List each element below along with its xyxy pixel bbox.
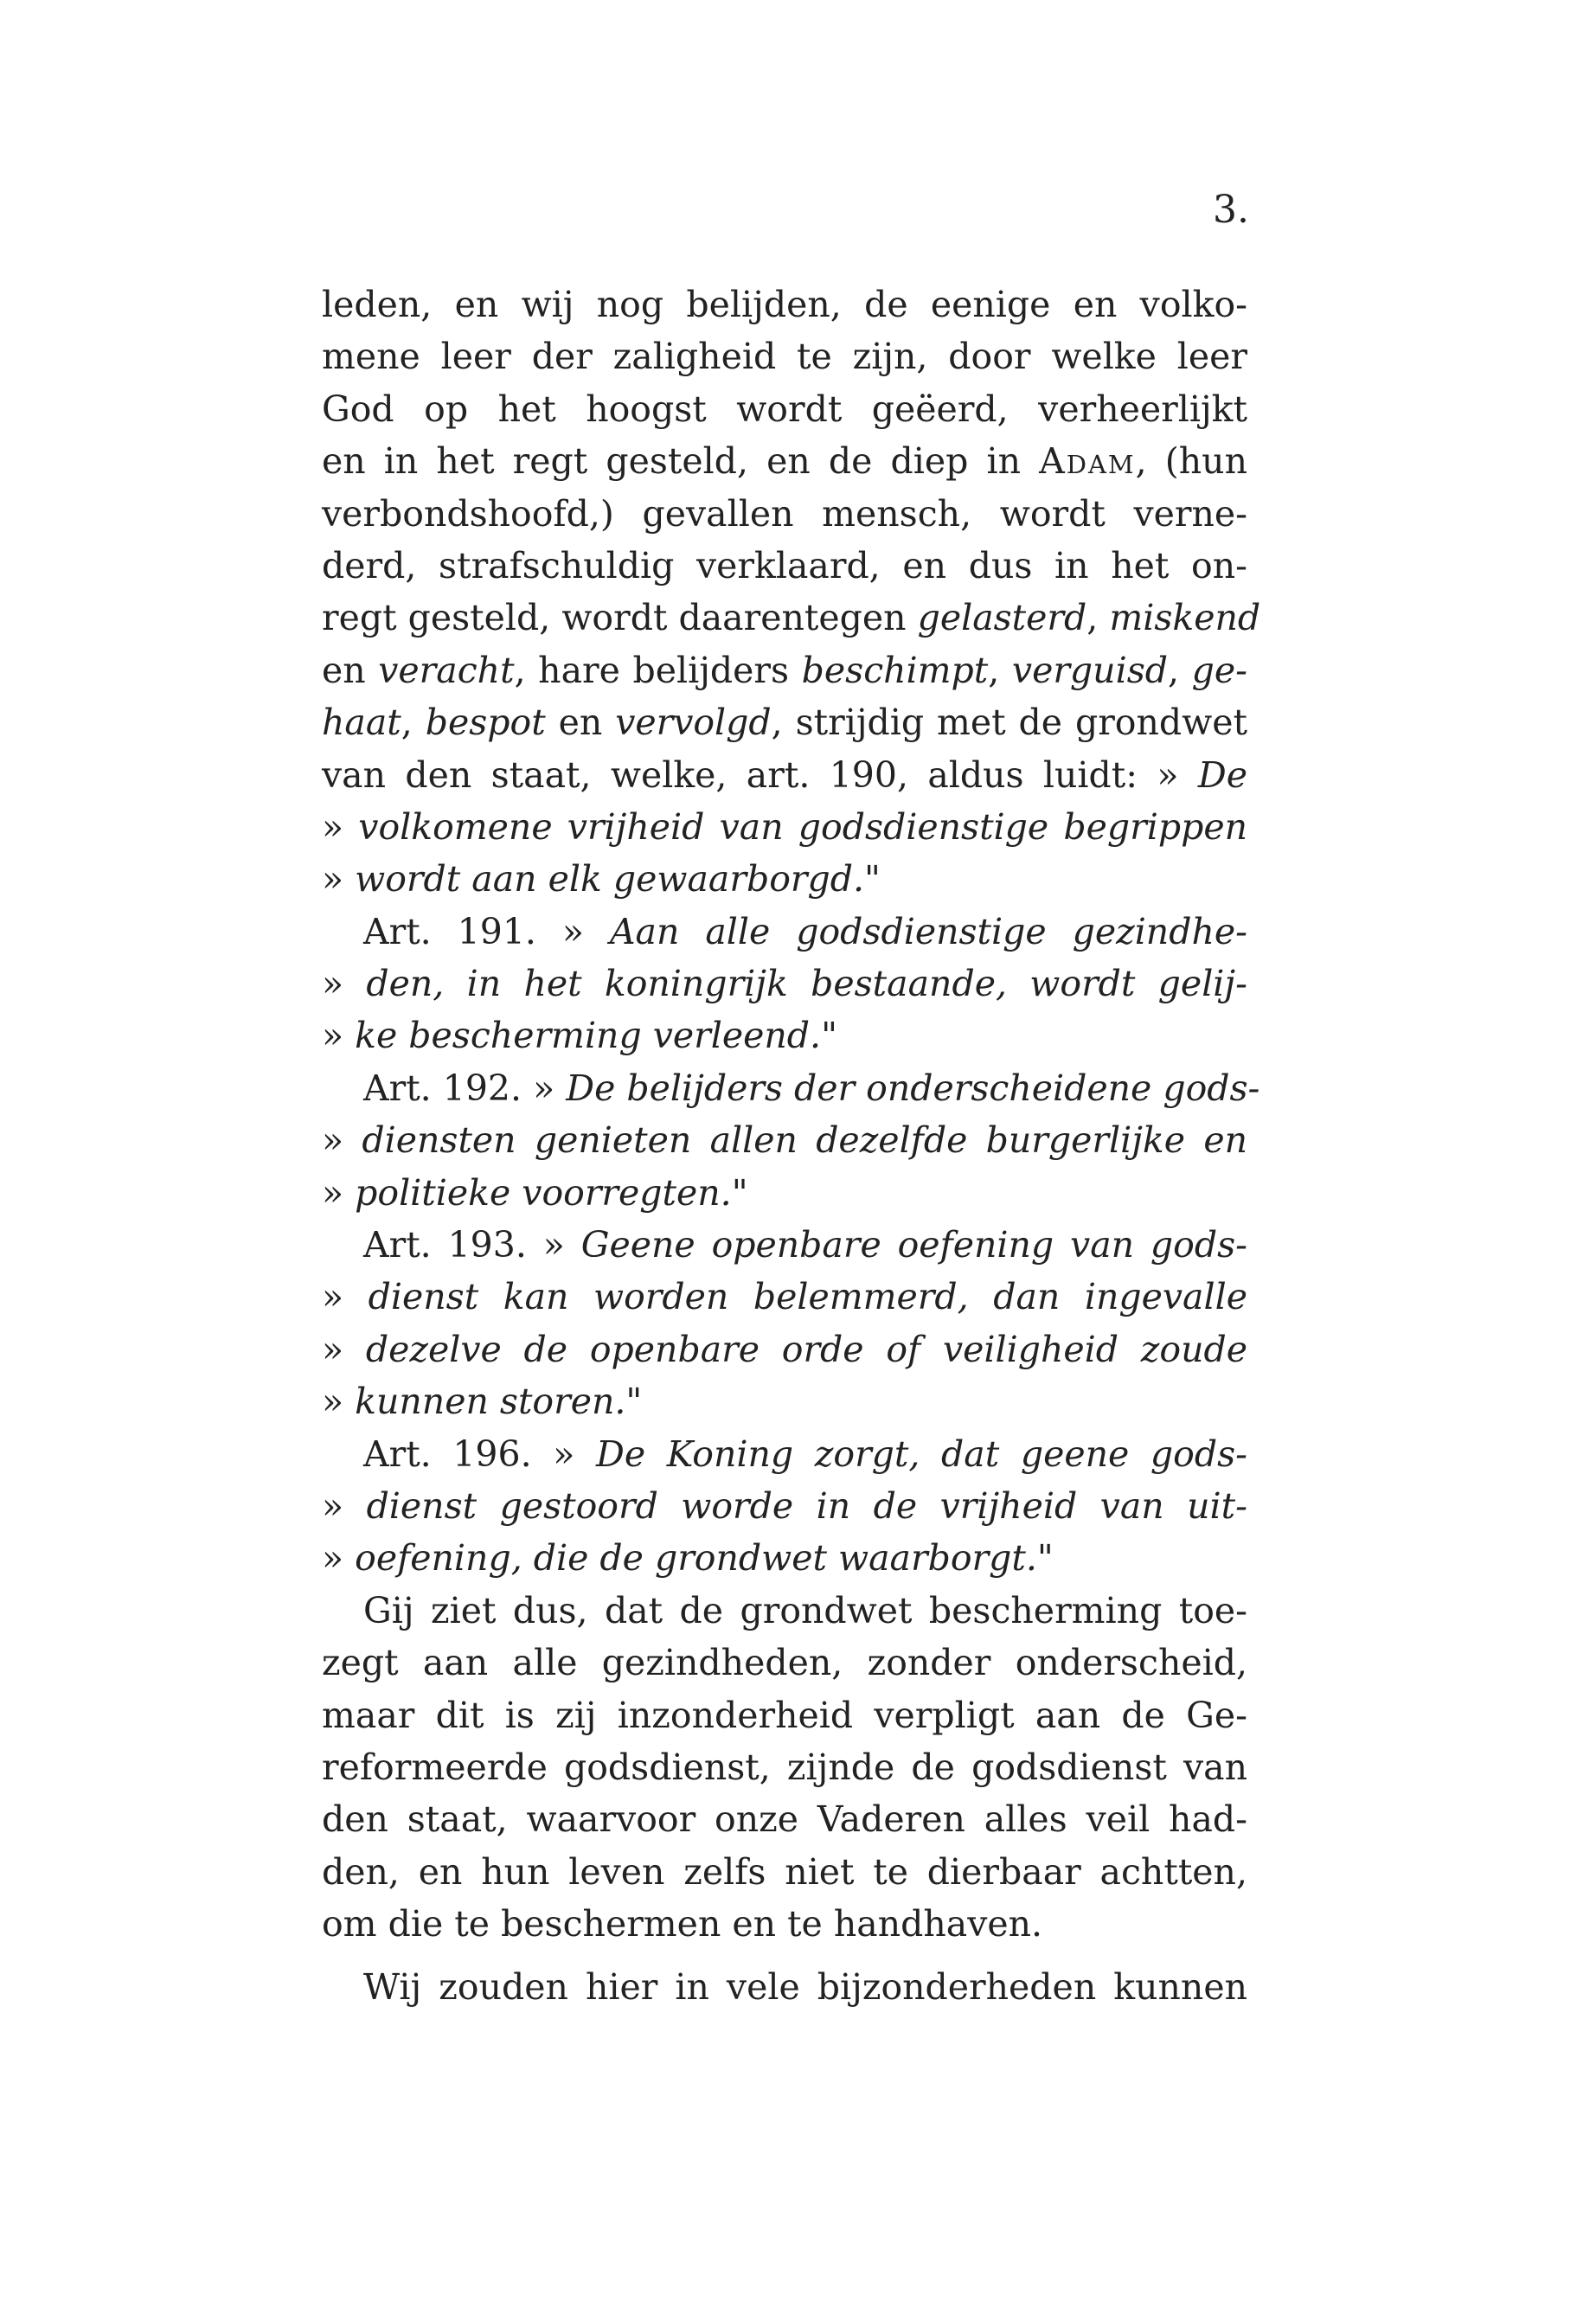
text-line: den, en hun leven zelfs niet te dierbaar achtten, <box>322 1850 1247 1893</box>
text-line: regt gesteld, wordt daarentegen gelasterd, miskend <box>322 597 1261 639</box>
text-line: mene leer der zaligheid te zijn, door welke leer <box>322 336 1247 378</box>
article-line: Art. 196. » De Koning zorgt, dat geene gods- <box>363 1433 1247 1475</box>
quote-line: » kunnen storen." <box>322 1381 643 1423</box>
quote-line: » dienst gestoord worde in de vrijheid van uit- <box>322 1484 1247 1527</box>
text-line: leden, en wij nog belijden, de eenige en volko- <box>322 284 1247 325</box>
article-line: Art. 192. » De belijders der onderscheidene gods- <box>363 1067 1260 1109</box>
text-line: van den staat, welke, art. 190, aldus luidt: » De <box>322 753 1247 796</box>
page-number: 3. <box>1213 188 1249 232</box>
text-line: en in het regt gesteld, en de diep in Adam, (hun <box>322 440 1247 483</box>
text-line: zegt aan alle gezindheden, zonder onderscheid, <box>322 1642 1247 1684</box>
quote-line: » wordt aan elk gewaarborgd." <box>322 858 881 901</box>
quote-line: » diensten genieten allen dezelfde burgerlijke en <box>322 1119 1247 1162</box>
article-line: Art. 191. » Aan alle godsdienstige gezindhe- <box>363 910 1247 952</box>
text-line: God op het hoogst wordt geëerd, verheerlijkt <box>322 388 1247 430</box>
text-line: om die te beschermen en te handhaven. <box>322 1903 1043 1945</box>
text-line: en veracht, hare belijders beschimpt, verguisd, ge- <box>322 649 1247 691</box>
body-text <box>322 279 1261 2013</box>
quote-line: » dienst kan worden belemmerd, dan ingevalle <box>322 1276 1247 1318</box>
text-line: verbondshoofd,) gevallen mensch, wordt verne- <box>322 492 1247 535</box>
paragraph-first-line: Gij ziet dus, dat de grondwet bescherming toe- <box>363 1589 1247 1631</box>
article-line: Art. 193. » Geene openbare oefening van gods- <box>363 1224 1248 1266</box>
quote-line: » volkomene vrijheid van godsdienstige begrippen <box>322 805 1247 848</box>
quote-line: » ke bescherming verleend." <box>322 1015 837 1057</box>
quote-line: » den, in het koningrijk bestaande, wordt gelij- <box>322 963 1247 1005</box>
quote-line: » oefening, die de grondwet waarborgt." <box>322 1537 1054 1580</box>
text-line: reformeerde godsdienst, zijnde de godsdienst van <box>322 1746 1247 1788</box>
text-line: haat, bespot en vervolgd, strijdig met de grondwet <box>322 702 1247 744</box>
text-line: derd, strafschuldig verklaard, en dus in het on- <box>322 544 1247 586</box>
text-line: maar dit is zij inzonderheid verpligt aan de Ge- <box>322 1694 1247 1736</box>
paragraph-first-line: Wij zouden hier in vele bijzonderheden kunnen <box>363 1965 1247 2008</box>
quote-line: » politieke voorregten." <box>322 1171 748 1214</box>
quote-line: » dezelve de openbare orde of veiligheid zoude <box>322 1328 1247 1370</box>
text-line: den staat, waarvoor onze Vaderen alles veil had- <box>322 1798 1247 1841</box>
small-caps-name: Adam <box>1039 440 1136 483</box>
